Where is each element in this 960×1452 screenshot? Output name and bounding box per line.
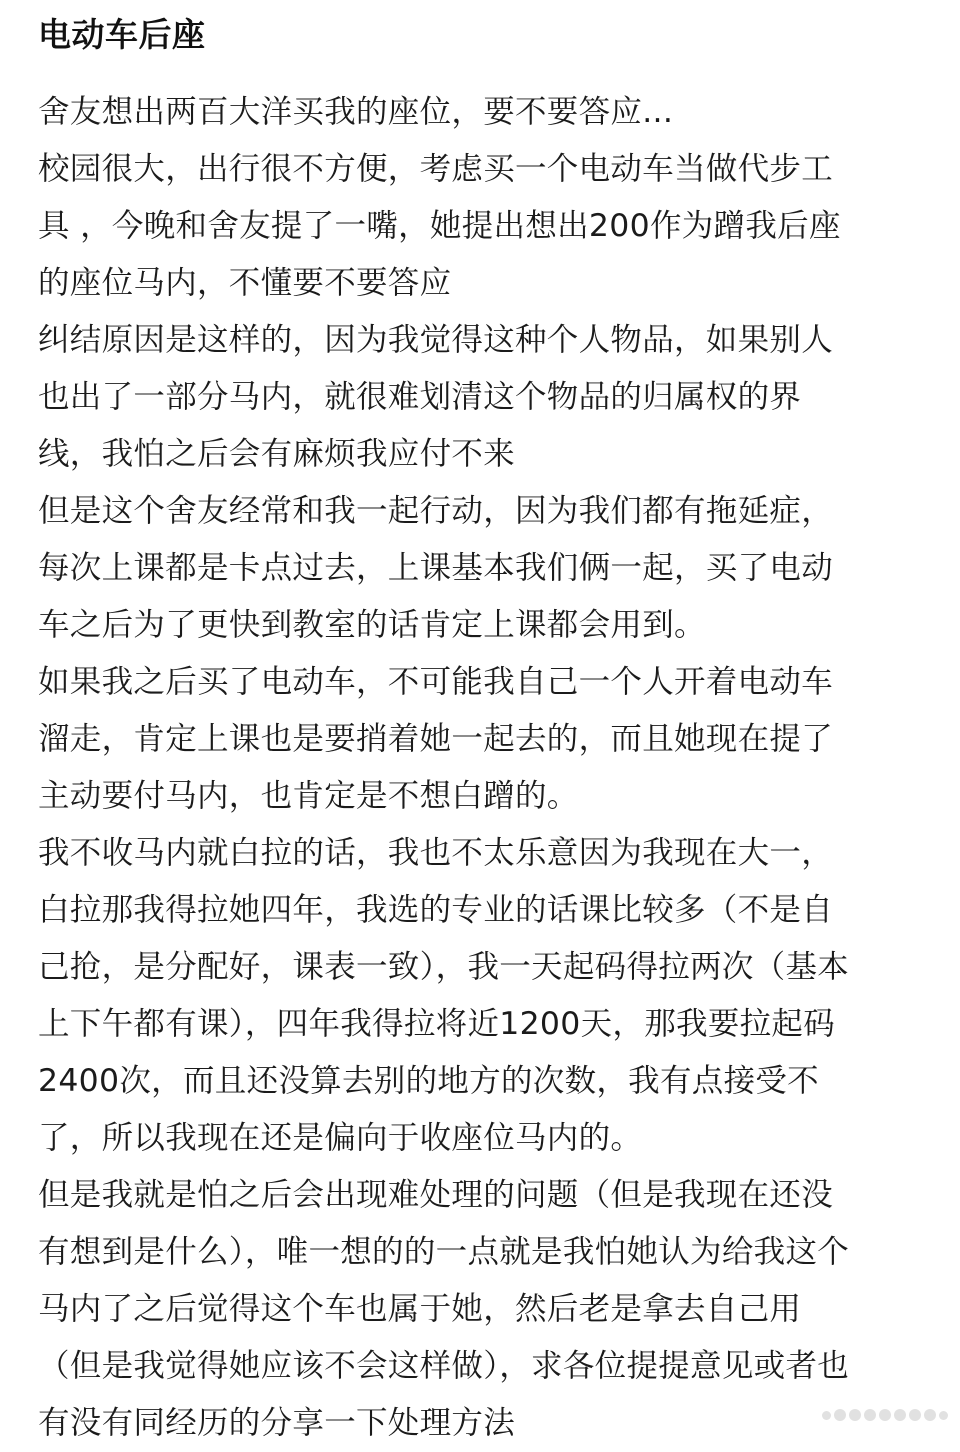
- watermark-dot: [879, 1409, 891, 1421]
- post-line: 有没有同经历的分享一下处理方法: [38, 1405, 516, 1441]
- post-line: 线，我怕之后会有麻烦我应付不来: [38, 436, 516, 472]
- post-line: 车之后为了更快到教室的话肯定上课都会用到。: [38, 607, 706, 643]
- post-line: 了，所以我现在还是偏向于收座位马内的。: [38, 1120, 643, 1156]
- post-body: [38, 84, 922, 1452]
- watermark-dot: [909, 1409, 921, 1421]
- post-line: 但是这个舍友经常和我一起行动，因为我们都有拖延症，: [38, 493, 834, 529]
- watermark-dot: [822, 1411, 831, 1420]
- post-line: 我不收马内就白拉的话，我也不太乐意因为我现在大一，: [38, 835, 834, 871]
- post-line: 每次上课都是卡点过去，上课基本我们俩一起，买了电动: [38, 550, 834, 586]
- post-line: 己抢，是分配好，课表一致），我一天起码得拉两次（基本: [38, 949, 850, 985]
- post-line: 溜走，肯定上课也是要捎着她一起去的，而且她现在提了: [38, 721, 834, 757]
- post-line: 具 ，今晚和舍友提了一嘴，她提出想出200作为蹭我后座: [38, 208, 841, 244]
- post-line: 校园很大，出行很不方便，考虑买一个电动车当做代步工: [38, 151, 834, 187]
- post-line: 2400次，而且还没算去别的地方的次数，我有点接受不: [38, 1063, 819, 1099]
- post-line: （但是我觉得她应该不会这样做），求各位提提意见或者也: [38, 1348, 850, 1384]
- watermark-dot: [924, 1409, 936, 1421]
- post-line: 有想到是什么），唯一想的的一点就是我怕她认为给我这个: [38, 1234, 850, 1270]
- watermark-dot: [849, 1409, 861, 1421]
- watermark-dot: [939, 1411, 948, 1420]
- post-line: 主动要付马内，也肯定是不想白蹭的。: [38, 778, 579, 814]
- post-line: 上下午都有课），四年我得拉将近1200天，那我要拉起码: [38, 1006, 836, 1042]
- post-line: 的座位马内，不懂要不要答应: [38, 265, 452, 301]
- post-container: [38, 10, 922, 1452]
- watermark-dot: [894, 1409, 906, 1421]
- watermark-dot: [864, 1409, 876, 1421]
- post-line: 纠结原因是这样的，因为我觉得这种个人物品，如果别人: [38, 322, 834, 358]
- post-line: 也出了一部分马内，就很难划清这个物品的归属权的界: [38, 379, 802, 415]
- post-line: 舍友想出两百大洋买我的座位，要不要答应...: [38, 94, 674, 130]
- post-line: 但是我就是怕之后会出现难处理的问题（但是我现在还没: [38, 1177, 834, 1213]
- post-title: 电动车后座: [38, 15, 206, 54]
- post-line: 如果我之后买了电动车，不可能我自己一个人开着电动车: [38, 664, 834, 700]
- watermark-dot: [834, 1409, 846, 1421]
- post-line: 马内了之后觉得这个车也属于她，然后老是拿去自己用: [38, 1291, 802, 1327]
- watermark-icon: [822, 1409, 948, 1421]
- post-line: 白拉那我得拉她四年，我选的专业的话课比较多（不是自: [38, 892, 834, 928]
